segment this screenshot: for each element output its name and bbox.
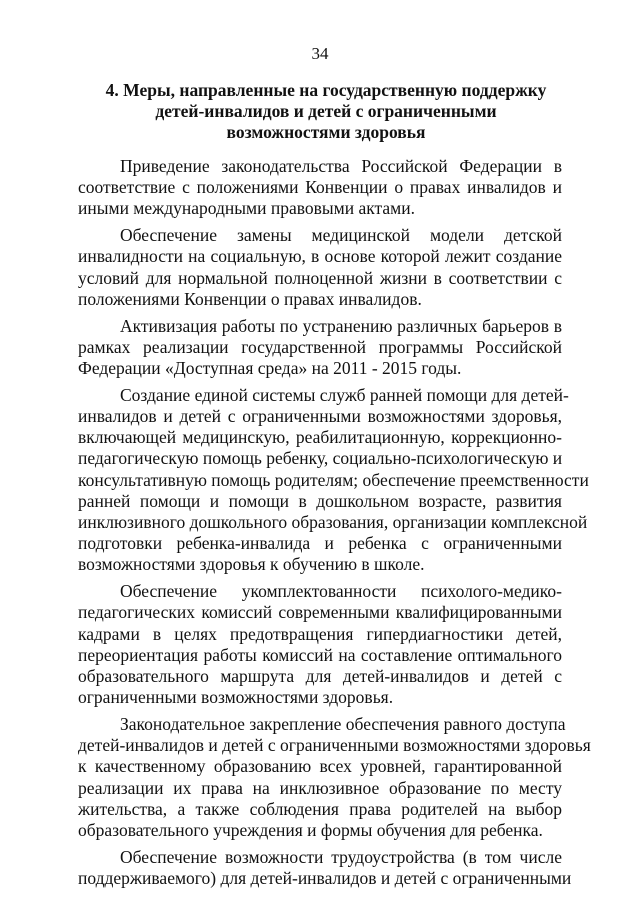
heading-line: возможностями здоровья (226, 122, 426, 142)
text-line: Обеспечение возможности трудоустройства (в том числе (120, 846, 562, 867)
text-line: педагогических комиссий современными квалифицированными (78, 602, 562, 623)
text-line: рамках реализации государственной программы Российской (78, 336, 562, 357)
text-line: Обеспечение укомплектованности психолого-медико- (120, 581, 562, 602)
text-line: педагогическую помощь ребенку, социально-психологическую и (78, 448, 563, 469)
text-line: Федерации «Доступная среда» на 2011 - 2015 годы. (78, 358, 462, 379)
text-line: подготовки ребенка-инвалида и ребенка с ограниченными (78, 533, 562, 554)
text-line: Обеспечение замены медицинской модели детской (120, 225, 562, 246)
text-line: переориентация работы комиссий на составление оптимального (78, 644, 562, 665)
paragraph (78, 156, 562, 220)
text-line: реализации их права на инклюзивное образование по месту (78, 777, 562, 798)
text-line: ранней помощи и помощи в дошкольном возрасте, развития (78, 490, 562, 511)
text-line: жительства, а также соблюдения права родителей на выбор (78, 798, 562, 819)
text-line: детей-инвалидов и детей с ограниченными возможностями здоровья (78, 735, 591, 756)
text-line: инвалидности на социальную, в основе которой лежит создание (78, 246, 562, 267)
text-line: инвалидов и детей с ограниченными возможностями здоровья, (78, 406, 562, 427)
heading-line: 4. Меры, направленные на государственную поддержку (105, 80, 547, 100)
text-line: инклюзивного дошкольного образования, организации комплексной (78, 512, 588, 533)
paragraph (78, 384, 589, 576)
text-line: консультативную помощь родителям; обеспечение преемственности (78, 469, 589, 490)
heading-line: детей-инвалидов и детей с ограниченными (155, 101, 497, 121)
text-line: Законодательное закрепление обеспечения равного доступа (120, 714, 566, 735)
text-line: положениями Конвенции о правах инвалидов. (78, 288, 422, 309)
text-line: кадрами в целях предотвращения гипердиагностики детей, (78, 623, 562, 644)
text-line: образовательного учреждения и формы обучения для ребенка. (78, 820, 543, 841)
text-line: условий для нормальной полноценной жизни в соответствии с (78, 267, 562, 288)
paragraph (78, 225, 562, 310)
text-line: соответствие с положениями Конвенции о правах инвалидов и (78, 177, 562, 198)
text-line: возможностями здоровья к обучению в школе. (78, 554, 425, 575)
text-line: Создание единой системы служб ранней помощи для детей- (120, 384, 569, 405)
text-line: образовательного маршрута для детей-инвалидов и детей с (78, 666, 562, 687)
page-number: 34 (311, 44, 329, 63)
text-line: Активизация работы по устранению различных барьеров в (120, 315, 562, 336)
text-line: ограниченными возможностями здоровья. (78, 687, 394, 708)
text-line: к качественному образованию всех уровней, гарантированной (78, 756, 562, 777)
paragraph (78, 714, 591, 841)
section-heading (86, 80, 566, 143)
text-line: включающей медицинскую, реабилитационную, коррекционно- (78, 427, 562, 448)
paragraph (78, 846, 572, 889)
paragraph (78, 316, 562, 380)
text-line: Приведение законодательства Российской Федерации в (120, 156, 562, 176)
text-line: поддерживаемого) для детей-инвалидов и детей с ограниченными (78, 868, 572, 889)
paragraph (78, 581, 562, 708)
text-line: иными международными правовыми актами. (78, 198, 415, 219)
document-body (78, 156, 591, 895)
